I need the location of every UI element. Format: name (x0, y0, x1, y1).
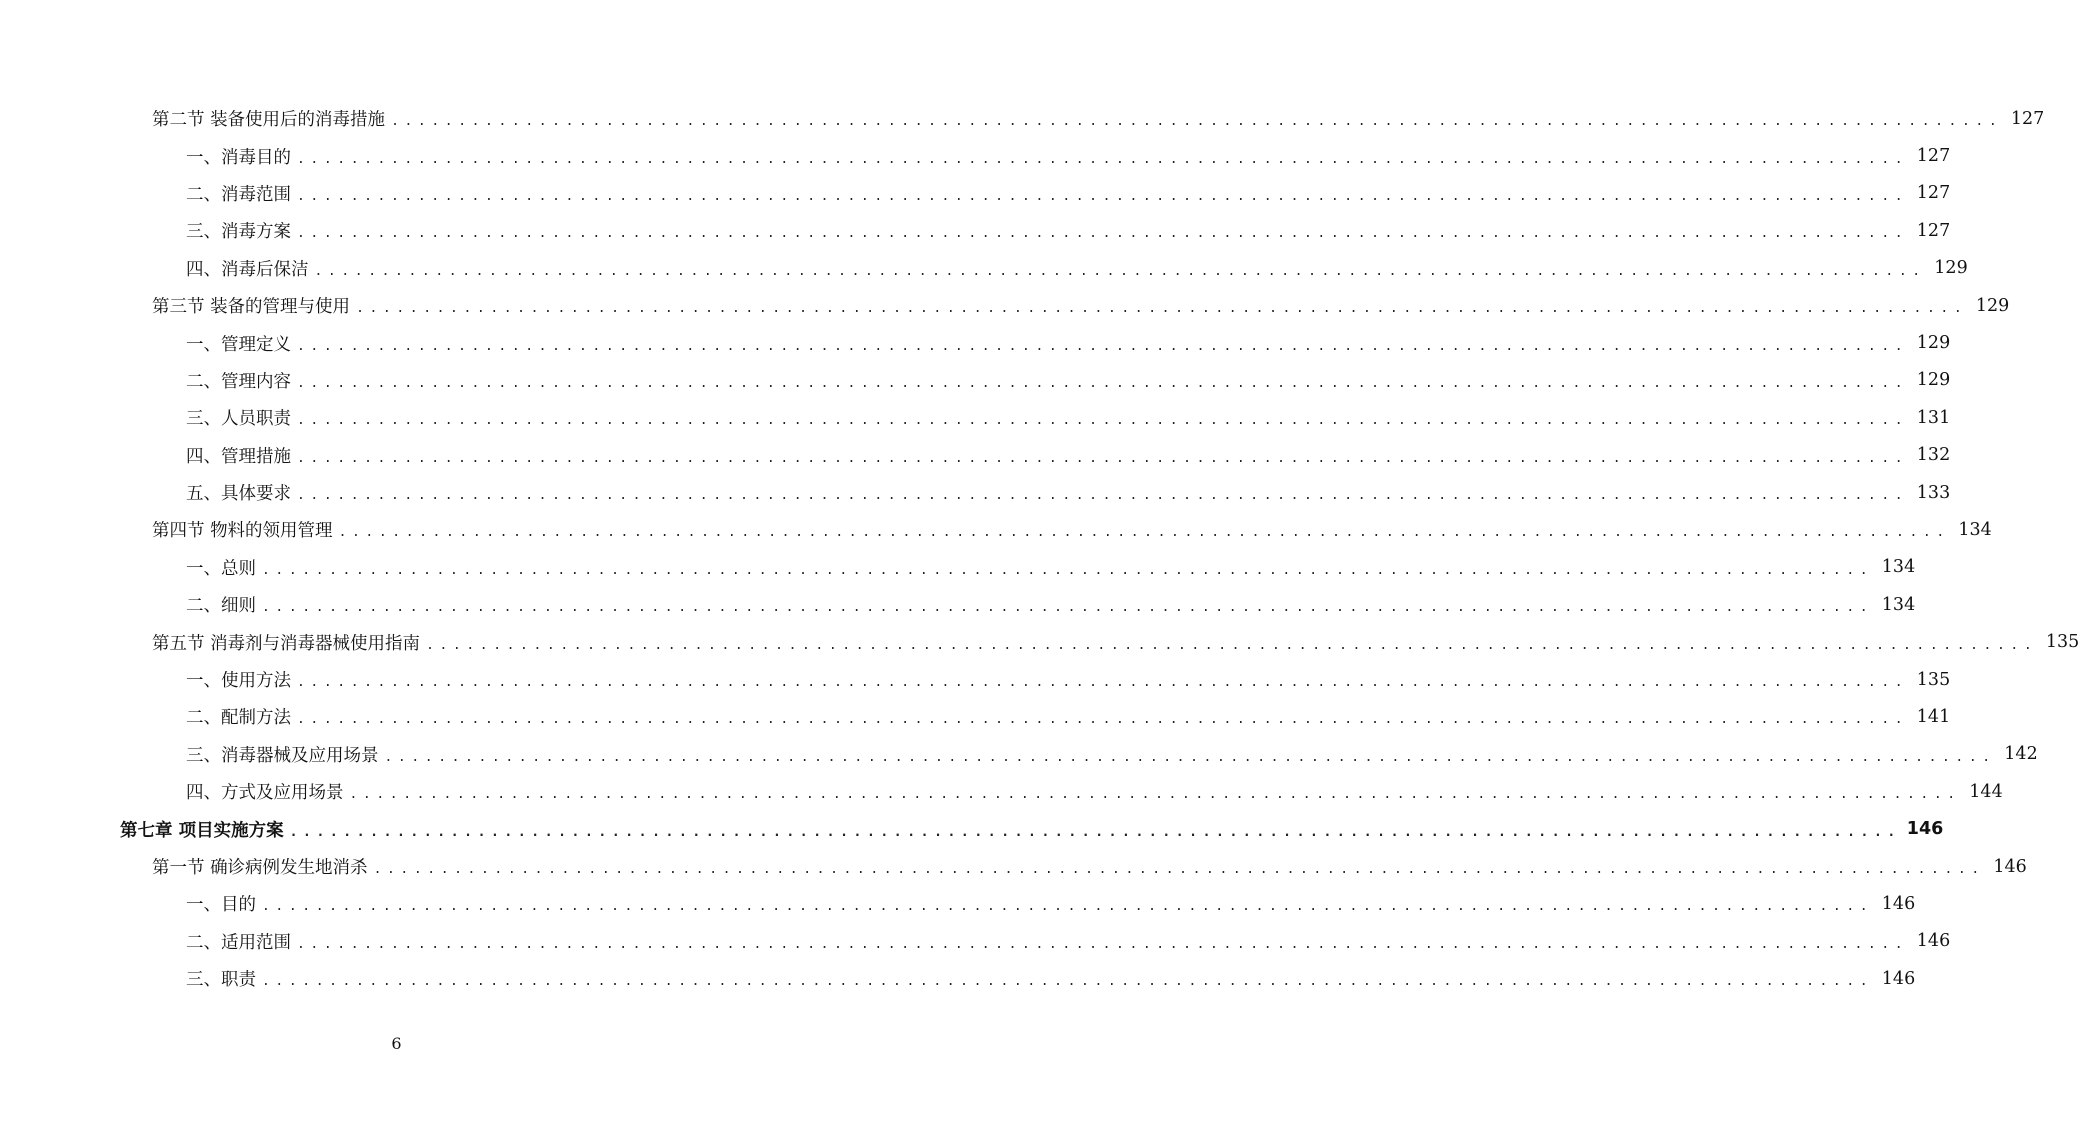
toc-entry-page: 146 (1906, 819, 1944, 840)
dot-leader: ........................................................................................................................ (262, 899, 1874, 915)
toc-entry-section[interactable] (0, 623, 2079, 660)
toc-entry-section[interactable] (0, 848, 2027, 885)
toc-entry-item[interactable] (0, 960, 1916, 997)
toc-entry-section[interactable] (0, 511, 1992, 548)
toc-entry-item[interactable] (0, 324, 1951, 361)
toc-entry-title: 第五节 消毒剂与消毒器械使用指南 (152, 633, 421, 654)
toc-entry-title: 二、消毒范围 (186, 184, 291, 205)
toc-entry-title: 三、消毒器械及应用场景 (186, 745, 379, 766)
toc-entry-item[interactable] (0, 137, 1951, 174)
toc-entry-page: 127 (1916, 183, 1951, 204)
toc-entry-item[interactable] (0, 549, 1916, 586)
toc-entry-page: 146 (1993, 856, 2027, 877)
toc-entry-page: 133 (1916, 482, 1951, 503)
page-number: 6 (391, 1034, 402, 1053)
dot-leader: ........................................................................................................................ (262, 974, 1874, 990)
toc-entry-item[interactable] (0, 661, 1951, 698)
dot-leader: ........................................................................................................................ (289, 824, 1901, 840)
toc-entry-title: 一、使用方法 (186, 671, 291, 692)
toc-entry-page: 129 (1916, 370, 1951, 391)
dot-leader: ........................................................................................................................ (297, 675, 1909, 691)
toc-entry-title: 二、配制方法 (186, 708, 291, 729)
toc-entry-page: 129 (1934, 258, 1968, 279)
dot-leader: ........................................................................................................................ (356, 301, 1968, 317)
dot-leader: ........................................................................................................................ (297, 338, 1909, 354)
toc-entry-title: 四、管理措施 (186, 446, 291, 467)
dot-leader: ........................................................................................................................ (338, 525, 1950, 541)
toc-entry-item[interactable] (0, 250, 1968, 287)
toc-entry-title: 一、总则 (186, 558, 256, 579)
dot-leader: ........................................................................................................................ (349, 787, 1961, 803)
toc-entry-page: 146 (1881, 968, 1916, 989)
dot-leader: ........................................................................................................................ (297, 188, 1909, 204)
toc-entry-page: 142 (2004, 744, 2038, 765)
toc-entry-item[interactable] (0, 399, 1951, 436)
toc-entry-page: 132 (1916, 445, 1951, 466)
toc-entry-item[interactable] (0, 698, 1951, 735)
toc-entry-page: 134 (1881, 594, 1916, 615)
toc-entry-page: 129 (1916, 333, 1951, 354)
toc-entry-page: 131 (1916, 407, 1951, 428)
toc-entry-item[interactable] (0, 362, 1951, 399)
toc-entry-title: 一、管理定义 (186, 334, 291, 355)
toc-entry-title: 五、具体要求 (186, 484, 291, 505)
dot-leader: ........................................................................................................................ (384, 749, 1996, 765)
toc-entry-item[interactable] (0, 586, 1916, 623)
dot-leader: ........................................................................................................................ (314, 263, 1926, 279)
toc-entry-title: 第三节 装备的管理与使用 (152, 297, 351, 318)
toc-entry-page: 127 (1916, 220, 1951, 241)
dot-leader: ........................................................................................................................ (297, 375, 1909, 391)
dot-leader: ........................................................................................................................ (297, 936, 1909, 952)
toc-entry-title: 第一节 确诊病例发生地消杀 (152, 858, 368, 878)
toc-entry-title: 一、目的 (186, 895, 256, 916)
toc-entry-title: 第七章 项目实施方案 (120, 820, 284, 841)
toc-entry-item[interactable] (0, 885, 1916, 922)
toc-entry-title: 三、人员职责 (186, 409, 291, 430)
toc-entry-title: 三、消毒方案 (186, 222, 291, 243)
dot-leader: ........................................................................................................................ (297, 413, 1909, 429)
toc-entry-page: 135 (1916, 669, 1951, 690)
toc-entry-title: 二、细则 (186, 596, 256, 617)
dot-leader: ........................................................................................................................ (297, 151, 1909, 167)
toc-entry-page: 129 (1975, 295, 2010, 316)
dot-leader: ........................................................................................................................ (297, 226, 1909, 242)
dot-leader: ........................................................................................................................ (297, 450, 1909, 466)
toc-entry-title: 二、适用范围 (186, 932, 291, 953)
toc-entry-chapter[interactable] (0, 810, 1944, 847)
toc-entry-item[interactable] (0, 437, 1951, 474)
toc-entry-title: 第四节 物料的领用管理 (152, 521, 333, 542)
toc-entry-section[interactable] (0, 100, 2045, 137)
toc-entry-page: 144 (1969, 781, 2003, 802)
toc-entry-item[interactable] (0, 212, 1951, 249)
dot-leader: ........................................................................................................................ (297, 712, 1909, 728)
toc-entry-page: 134 (1958, 519, 1992, 540)
dot-leader: ........................................................................................................................ (262, 562, 1874, 578)
toc-entry-page: 141 (1916, 706, 1951, 727)
toc-entry-item[interactable] (0, 175, 1951, 212)
toc-entry-page: 127 (2010, 108, 2045, 129)
toc-entry-page: 146 (1916, 931, 1951, 952)
dot-leader: ........................................................................................................................ (297, 488, 1909, 504)
toc-entry-page: 127 (1916, 146, 1951, 167)
toc-entry-title: 一、消毒目的 (186, 147, 291, 168)
toc-entry-title: 四、方式及应用场景 (186, 783, 344, 804)
toc-entry-item[interactable] (0, 923, 1951, 960)
toc-entry-title: 四、消毒后保洁 (186, 259, 309, 280)
toc-entry-title: 二、管理内容 (186, 371, 291, 392)
dot-leader: ........................................................................................................................ (426, 637, 2038, 653)
toc-entry-title: 第二节 装备使用后的消毒措施 (152, 110, 386, 131)
dot-leader: ........................................................................................................................ (391, 114, 2003, 130)
toc-entry-item[interactable] (0, 474, 1951, 511)
toc-entry-page: 135 (2045, 632, 2079, 653)
dot-leader: ........................................................................................................................ (373, 862, 1985, 877)
toc-entry-page: 134 (1881, 557, 1916, 578)
dot-leader: ........................................................................................................................ (262, 600, 1874, 616)
toc-entry-item[interactable] (0, 773, 2003, 810)
toc-entry-item[interactable] (0, 736, 2038, 773)
toc-entry-page: 146 (1881, 893, 1916, 914)
table-of-contents (0, 100, 2079, 997)
toc-entry-title: 三、职责 (186, 970, 256, 991)
toc-entry-section[interactable] (0, 287, 2010, 324)
